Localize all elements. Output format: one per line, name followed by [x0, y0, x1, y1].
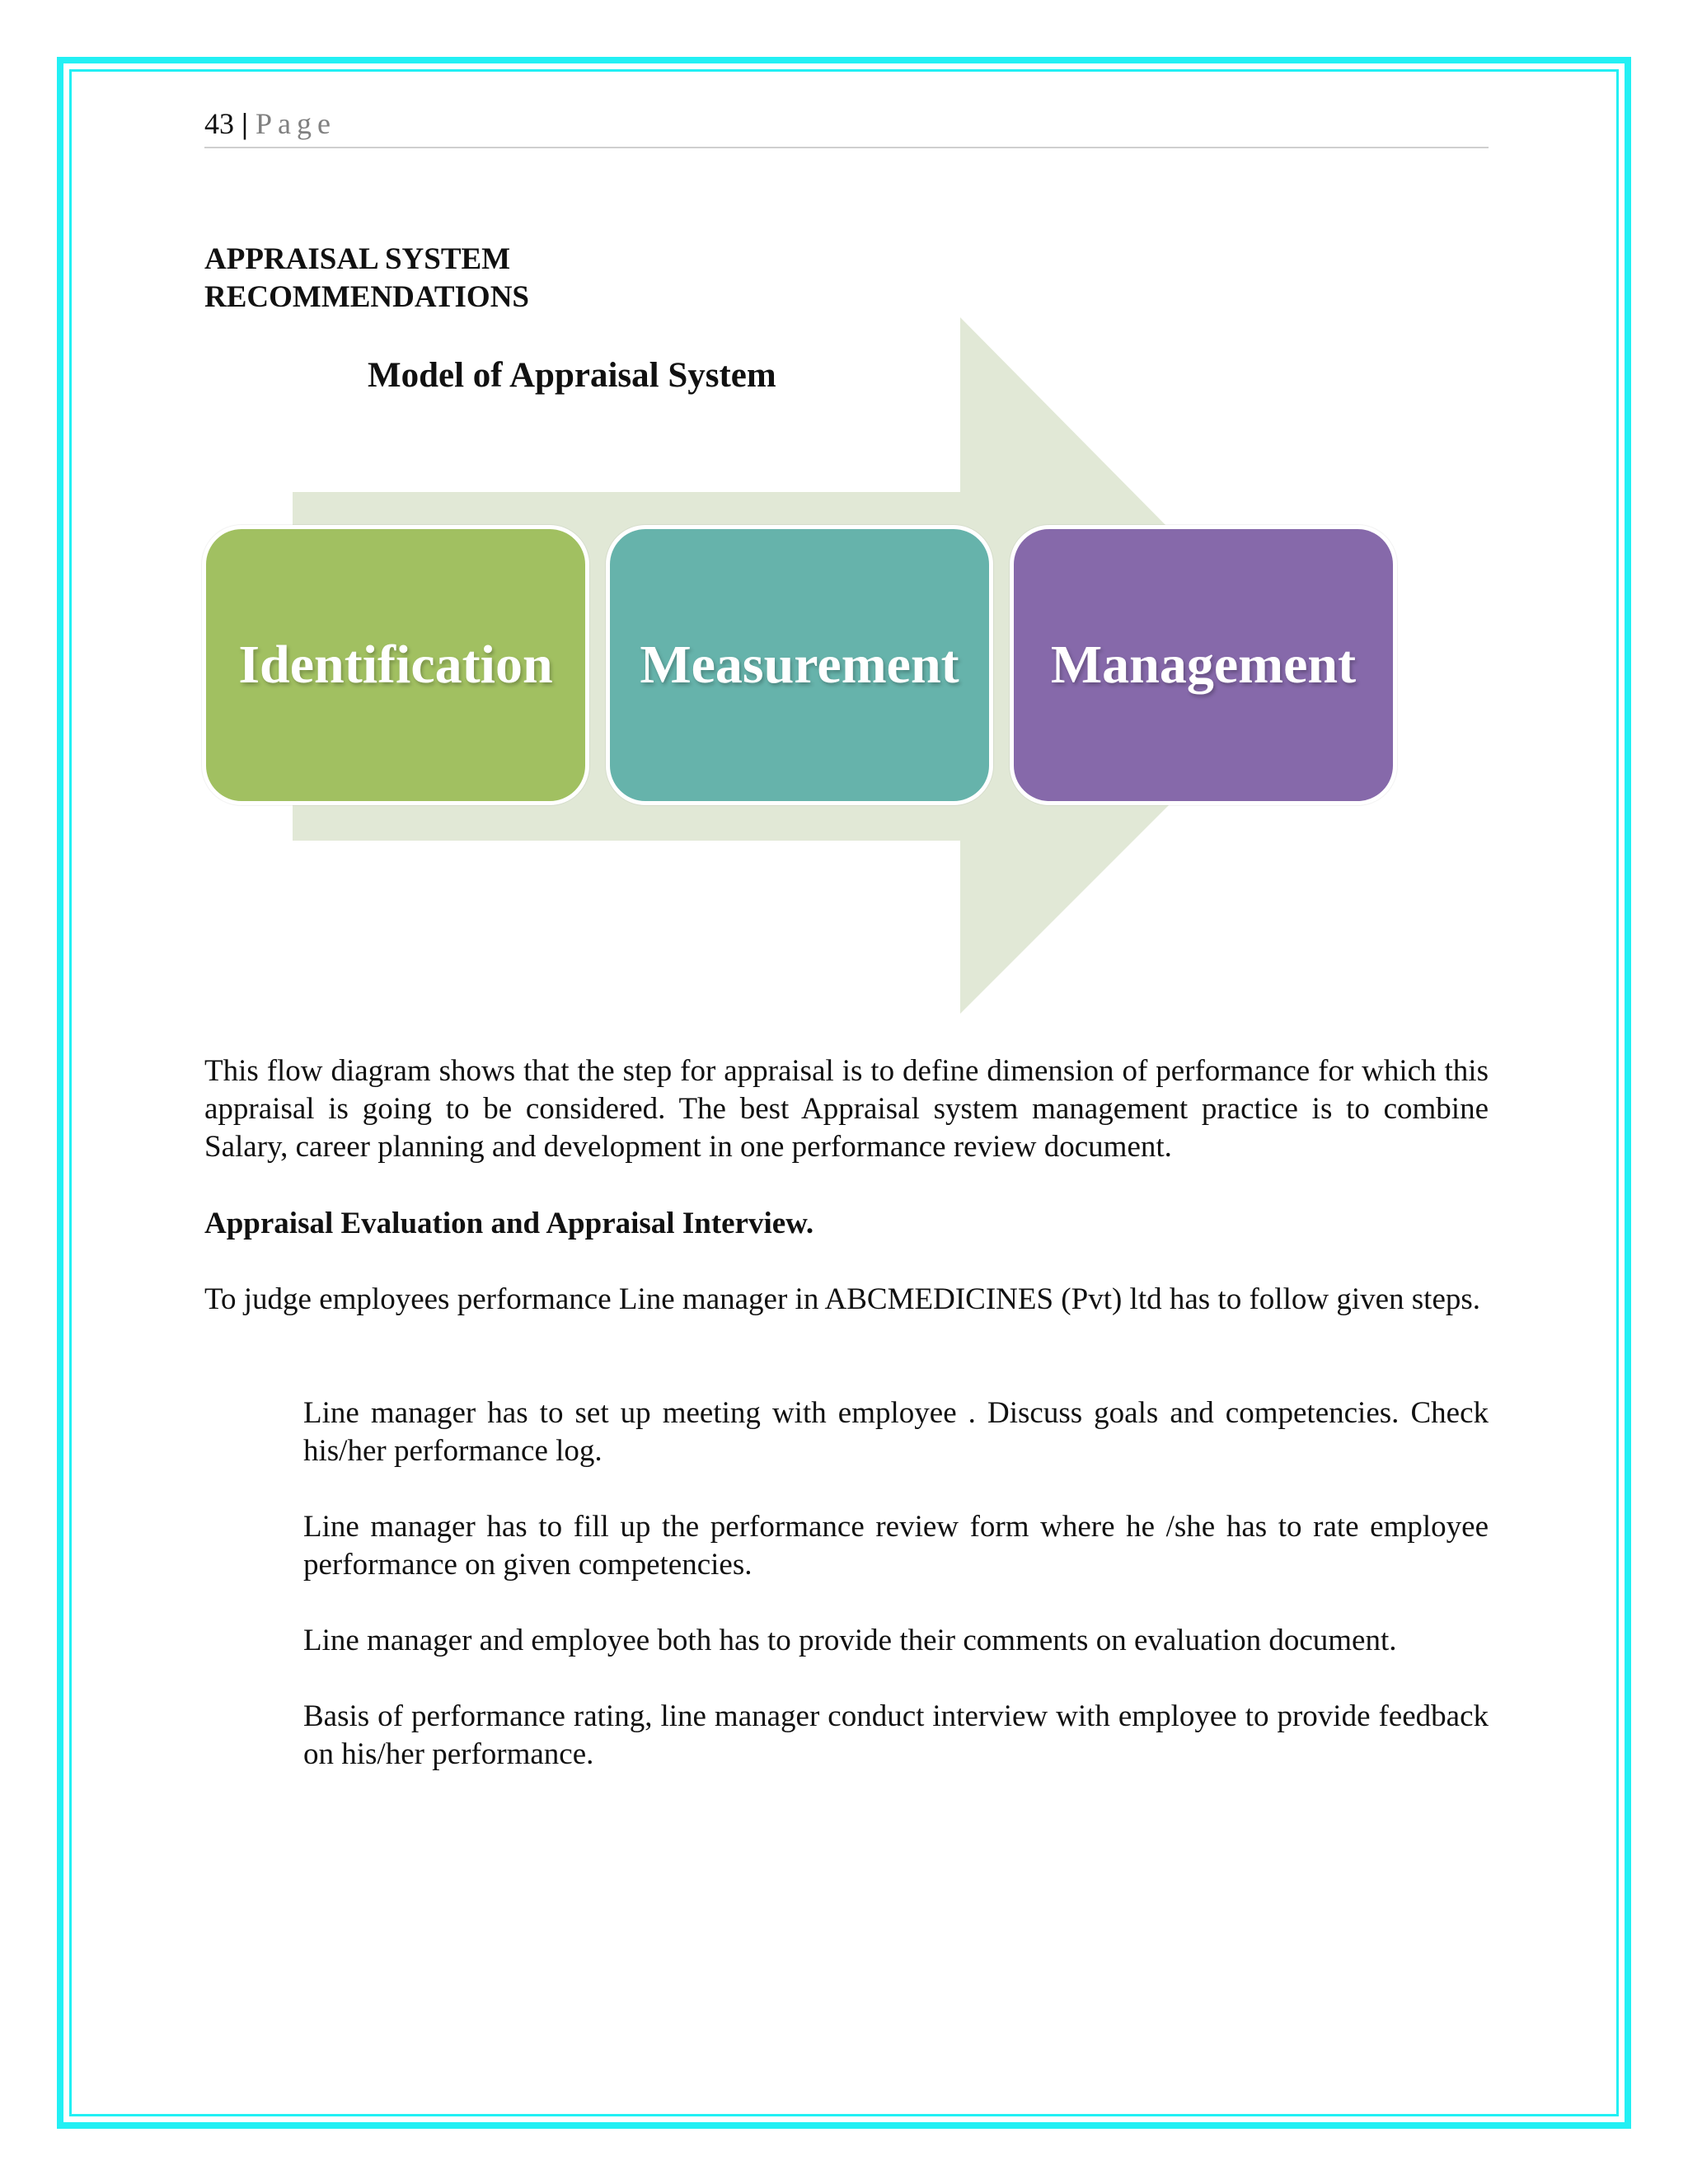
appraisal-model-diagram	[198, 313, 1418, 1022]
step-identification-label: Identification	[238, 635, 553, 695]
intro-paragraph: This flow diagram shows that the step for appraisal is to define dimension of performance for which this appraisal is going to be considered. The best Appraisal system management practice is to combine Salary, career planning and development in one performance review document.	[204, 1054, 1489, 1164]
step-management-label: Management	[1050, 635, 1357, 695]
page-number: 43	[204, 107, 234, 140]
sub-heading: Appraisal Evaluation and Appraisal Interview.	[204, 1207, 814, 1240]
section-heading-line1: APPRAISAL SYSTEM	[204, 242, 511, 276]
step-identification	[202, 525, 589, 805]
page-header	[204, 105, 1489, 148]
diagram-title: Model of Appraisal System	[368, 356, 776, 395]
header-separator: |	[241, 107, 248, 140]
list-item: Basis of performance rating, line manager conduct interview with employee to provide feedback on his/her performance.	[303, 1699, 1489, 1771]
section-heading-line2: RECOMMENDATIONS	[204, 280, 529, 314]
steps-intro-paragraph: To judge employees performance Line manager in ABCMEDICINES (Pvt) ltd has to follow given steps.	[204, 1282, 1481, 1316]
section-heading	[204, 241, 946, 316]
list-item: Line manager has to set up meeting with employee . Discuss goals and competencies. Check his/her performance log.	[303, 1396, 1489, 1468]
step-management	[1010, 525, 1397, 805]
list-item: Line manager and employee both has to provide their comments on evaluation document.	[303, 1624, 1397, 1657]
page-label: Page	[255, 107, 336, 140]
list-item: Line manager has to fill up the performance review form where he /she has to rate employee performance on given competencies.	[303, 1510, 1489, 1582]
step-measurement	[606, 525, 993, 805]
steps-list	[303, 1394, 1489, 1811]
step-measurement-label: Measurement	[640, 635, 959, 695]
